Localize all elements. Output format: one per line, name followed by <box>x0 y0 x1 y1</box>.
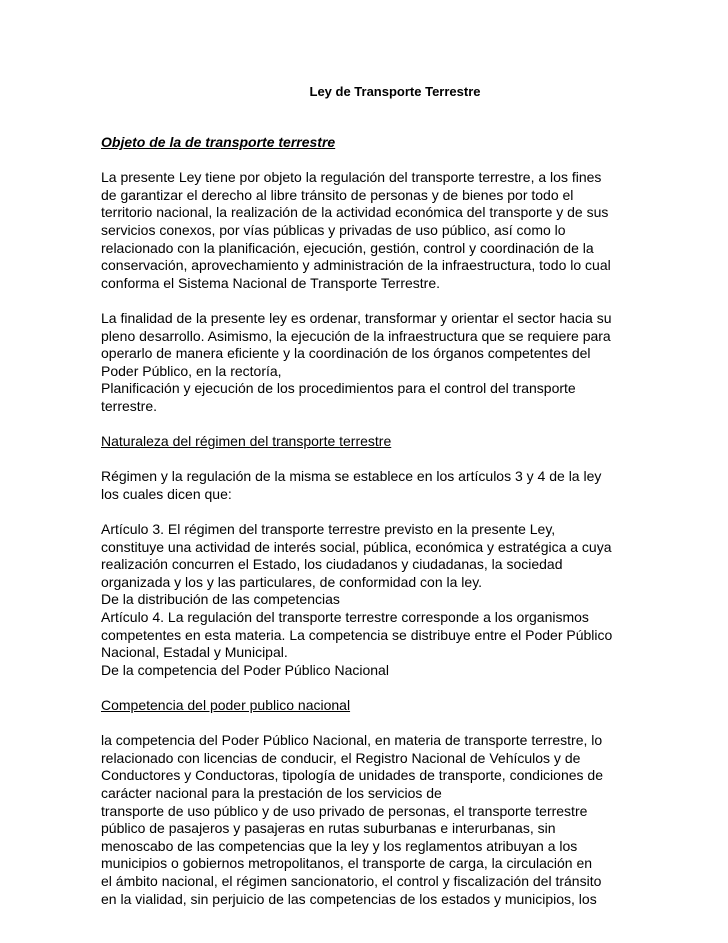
text-line: transporte de uso público y de uso privado de personas, el transporte terrestre <box>101 802 588 819</box>
text-line: constituye una actividad de interés social, pública, económica y estratégica a cuya <box>101 538 612 555</box>
text-line: relacionado con la planificación, ejecución, gestión, control y coordinación de la <box>101 239 594 256</box>
paragraph <box>101 310 661 416</box>
text-line: Régimen y la regulación de la misma se establece en los artículos 3 y 4 de la ley <box>101 468 602 485</box>
text-line: carácter nacional para la prestación de los servicios de <box>101 784 442 801</box>
text-line: Artículo 3. El régimen del transporte terrestre previsto en la presente Ley, <box>101 521 556 538</box>
text-line: menoscabo de las competencias que la ley y los reglamentos atribuyan a los <box>101 837 578 854</box>
text-line: De la competencia del Poder Público Nacional <box>101 661 389 678</box>
document-page <box>101 83 661 926</box>
text-line: de garantizar el derecho al libre tránsito de personas y de bienes por todo el <box>101 186 574 203</box>
section-heading: Objeto de la de transporte terrestre <box>101 134 336 150</box>
text-line: De la distribución de las competencias <box>101 591 340 608</box>
text-line: terrestre. <box>101 397 158 414</box>
text-line: Nacional, Estadal y Municipal. <box>101 644 288 661</box>
text-line: operarlo de manera eficiente y la coordinación de los órganos competentes del <box>101 345 591 362</box>
text-line: conforma el Sistema Nacional de Transporte Terrestre. <box>101 274 441 291</box>
text-line: el ámbito nacional, el régimen sancionatorio, el control y fiscalización del tránsito <box>101 872 602 889</box>
text-line: competentes en esta materia. La competencia se distribuye entre el Poder Público <box>101 626 613 643</box>
document-body <box>101 134 661 908</box>
section-heading: Naturaleza del régimen del transporte terrestre <box>101 433 392 450</box>
text-line: en la vialidad, sin perjuicio de las competencias de los estados y municipios, los <box>101 890 597 907</box>
text-line: la competencia del Poder Público Nacional, en materia de transporte terrestre, lo <box>101 732 603 749</box>
text-line: los cuales dicen que: <box>101 485 232 502</box>
paragraph <box>101 468 661 503</box>
paragraph <box>101 732 661 908</box>
text-line: servicios conexos, por vías públicas y privadas de uso público, así como lo <box>101 221 566 238</box>
text-line: La presente Ley tiene por objeto la regulación del transporte terrestre, a los fines <box>101 169 602 186</box>
text-line: conservación, aprovechamiento y administración de la infraestructura, todo lo cual <box>101 257 611 274</box>
text-line: Artículo 4. La regulación del transporte terrestre corresponde a los organismos <box>101 609 589 626</box>
text-line: territorio nacional, la realización de la actividad económica del transporte y de sus <box>101 204 609 221</box>
text-line: organizada y los y las particulares, de conformidad con la ley. <box>101 573 483 590</box>
text-line: Conductores y Conductoras, tipología de unidades de transporte, condiciones de <box>101 767 603 784</box>
text-line: pleno desarrollo. Asimismo, la ejecución de la infraestructura que se requiere para <box>101 327 611 344</box>
text-line: municipios o gobiernos metropolitanos, el transporte de carga, la circulación en <box>101 855 593 872</box>
paragraph <box>101 521 661 679</box>
text-line: realización concurren el Estado, los ciudadanos y ciudadanas, la sociedad <box>101 556 563 573</box>
paragraph <box>101 169 661 292</box>
document-title: Ley de Transporte Terrestre <box>309 84 481 99</box>
text-line: Poder Público, en la rectoría, <box>101 362 282 379</box>
section-heading: Competencia del poder publico nacional <box>101 697 351 713</box>
text-line: Planificación y ejecución de los procedimientos para el control del transporte <box>101 380 576 397</box>
text-line: relacionado con licencias de conducir, el Registro Nacional de Vehículos y de <box>101 749 581 766</box>
text-line: público de pasajeros y pasajeras en rutas suburbanas e interurbanas, sin <box>101 820 556 837</box>
text-line: La finalidad de la presente ley es ordenar, transformar y orientar el sector hacia su <box>101 309 612 326</box>
